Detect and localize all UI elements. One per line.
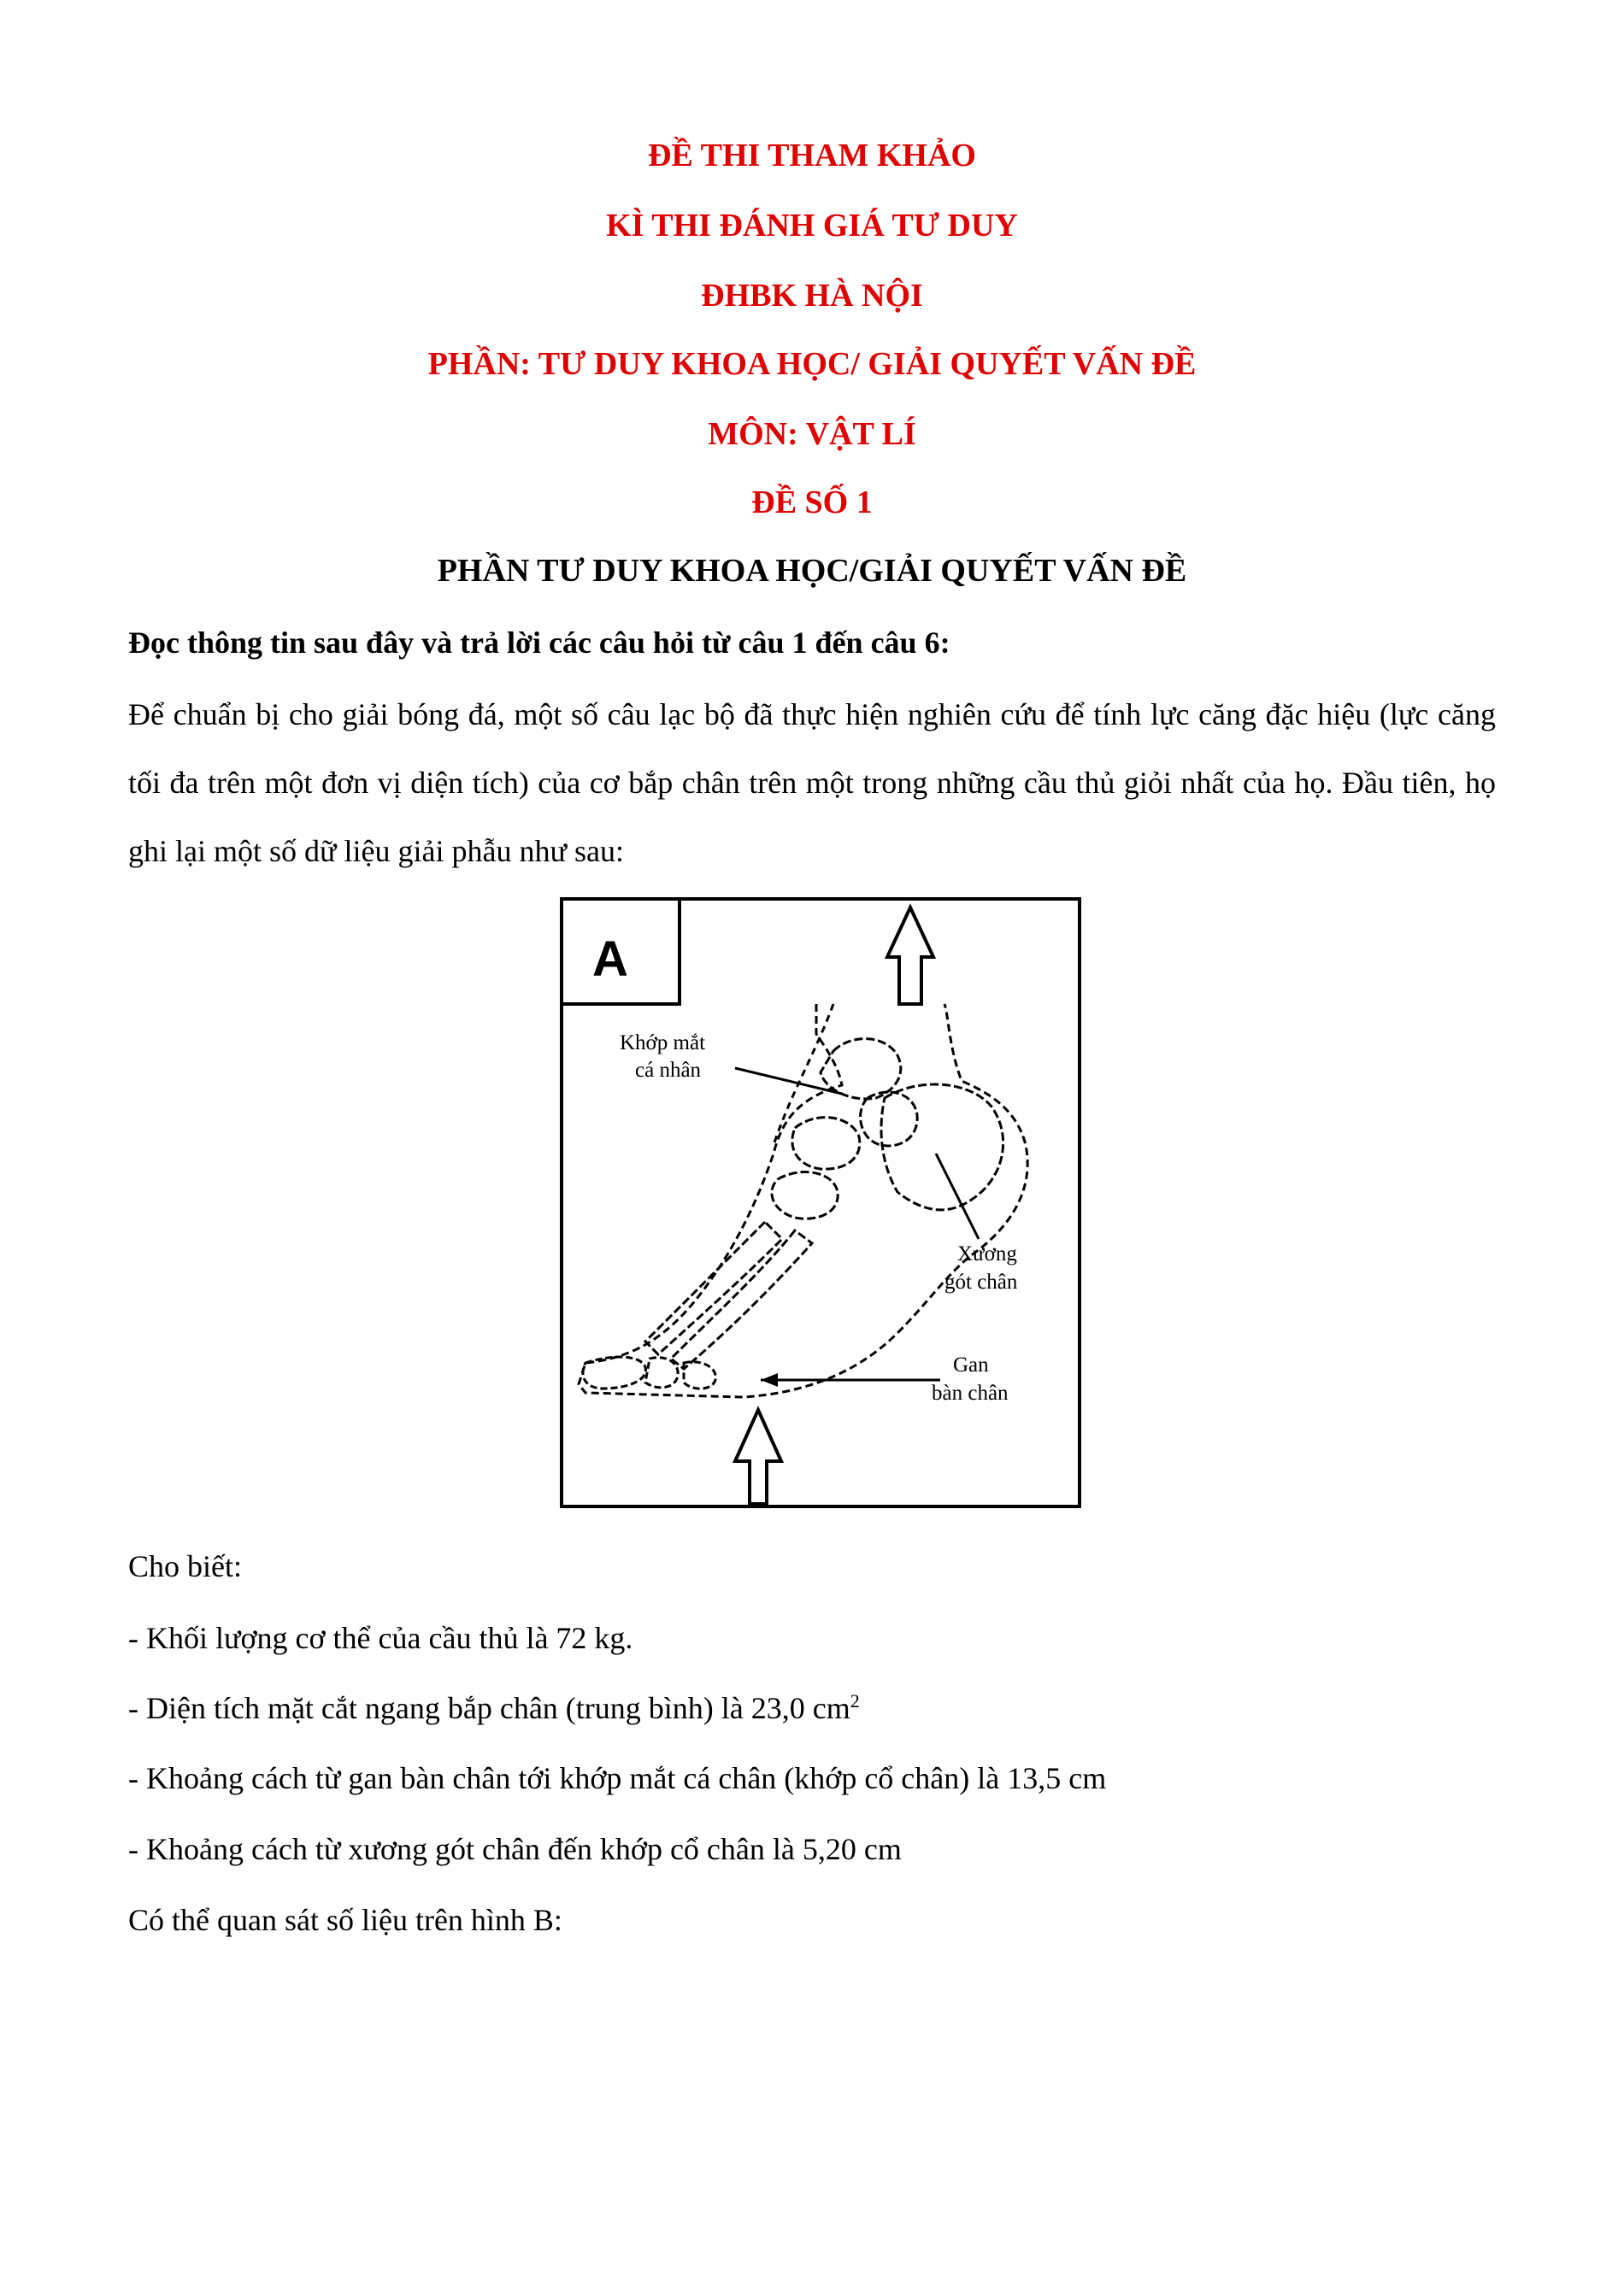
- navicular-bone: [792, 1118, 860, 1170]
- heel-label-line1: Xương: [957, 1242, 1017, 1265]
- given-area-text: - Diện tích mặt cắt ngang bắp chân (trung bình) là 23,0 cm: [128, 1691, 850, 1725]
- toe-3: [684, 1362, 715, 1389]
- exam-number: ĐỀ SỐ 1: [751, 484, 873, 520]
- figure-frame: [562, 899, 1080, 1506]
- sole-label-line1: Gan: [953, 1354, 989, 1377]
- instruction-text: Đọc thông tin sau đây và trả lời các câu hỏi từ câu 1 đến câu 6:: [128, 625, 950, 660]
- ankle-label-line1: Khớp mắt: [620, 1031, 706, 1054]
- observe-text: Có thể quan sát số liệu trên hình B:: [128, 1903, 562, 1937]
- exam-name: KÌ THI ĐÁNH GIÁ TƯ DUY: [606, 208, 1018, 244]
- figure-label: A: [592, 931, 628, 987]
- given-title: Cho biết:: [128, 1549, 242, 1583]
- sole-arrowhead-icon: [761, 1373, 778, 1387]
- given-area-exponent: 2: [850, 1690, 860, 1712]
- university-name: ĐHBK HÀ NỘI: [701, 278, 923, 314]
- heel-label-line2: gót chân: [944, 1271, 1018, 1294]
- metatarsal-2: [671, 1230, 812, 1369]
- sole-label-line2: bàn chân: [932, 1382, 1009, 1405]
- ankle-label-line2: cá nhân: [635, 1059, 702, 1082]
- exam-title: ĐỀ THI THAM KHẢO: [648, 138, 976, 173]
- up-arrow-bottom-icon: [735, 1410, 781, 1504]
- foot-diagram-svg: [560, 897, 1081, 1508]
- subject-title: MÔN: VẬT LÍ: [708, 416, 916, 452]
- ankle-bone: [821, 1039, 901, 1099]
- leg-front: [774, 1004, 833, 1145]
- part-title: PHẦN: TƯ DUY KHOA HỌC/ GIẢI QUYẾT VẤN ĐỀ: [427, 346, 1197, 382]
- talus-bone: [861, 1092, 918, 1146]
- heel-pointer: [936, 1154, 979, 1239]
- section-title: PHẦN TƯ DUY KHOA HỌC/GIẢI QUYẾT VẤN ĐỀ: [437, 553, 1187, 589]
- given-area: [128, 1690, 1496, 1726]
- given-mass: - Khối lượng cơ thể của cầu thủ là 72 kg.: [128, 1621, 633, 1655]
- foot-anatomy-figure: [560, 897, 1081, 1508]
- metatarsal-1: [645, 1222, 782, 1354]
- heel-bone: [881, 1084, 1003, 1210]
- given-distance-heel: - Khoảng cách từ xương gót chân đến khớp cổ chân là 5,20 cm: [128, 1832, 902, 1866]
- intro-paragraph: Để chuẩn bị cho giải bóng đá, một số câu lạc bộ đã thực hiện nghiên cứu để tính lực căng đặc hiệu (lực căng tối đa trên một đơn vị diện tích) của cơ bắp chân trên một trong những cầu thủ giỏi nhất của họ. Đầu tiên, họ ghi lại một số dữ liệu giải phẫu như sau:: [128, 697, 1496, 868]
- cuneiform-bone: [772, 1172, 838, 1219]
- up-arrow-icon: [887, 907, 933, 1004]
- toe-2: [645, 1358, 678, 1388]
- given-distance-sole: - Khoảng cách từ gan bàn chân tới khớp mắt cá chân (khớp cổ chân) là 13,5 cm: [128, 1761, 1107, 1795]
